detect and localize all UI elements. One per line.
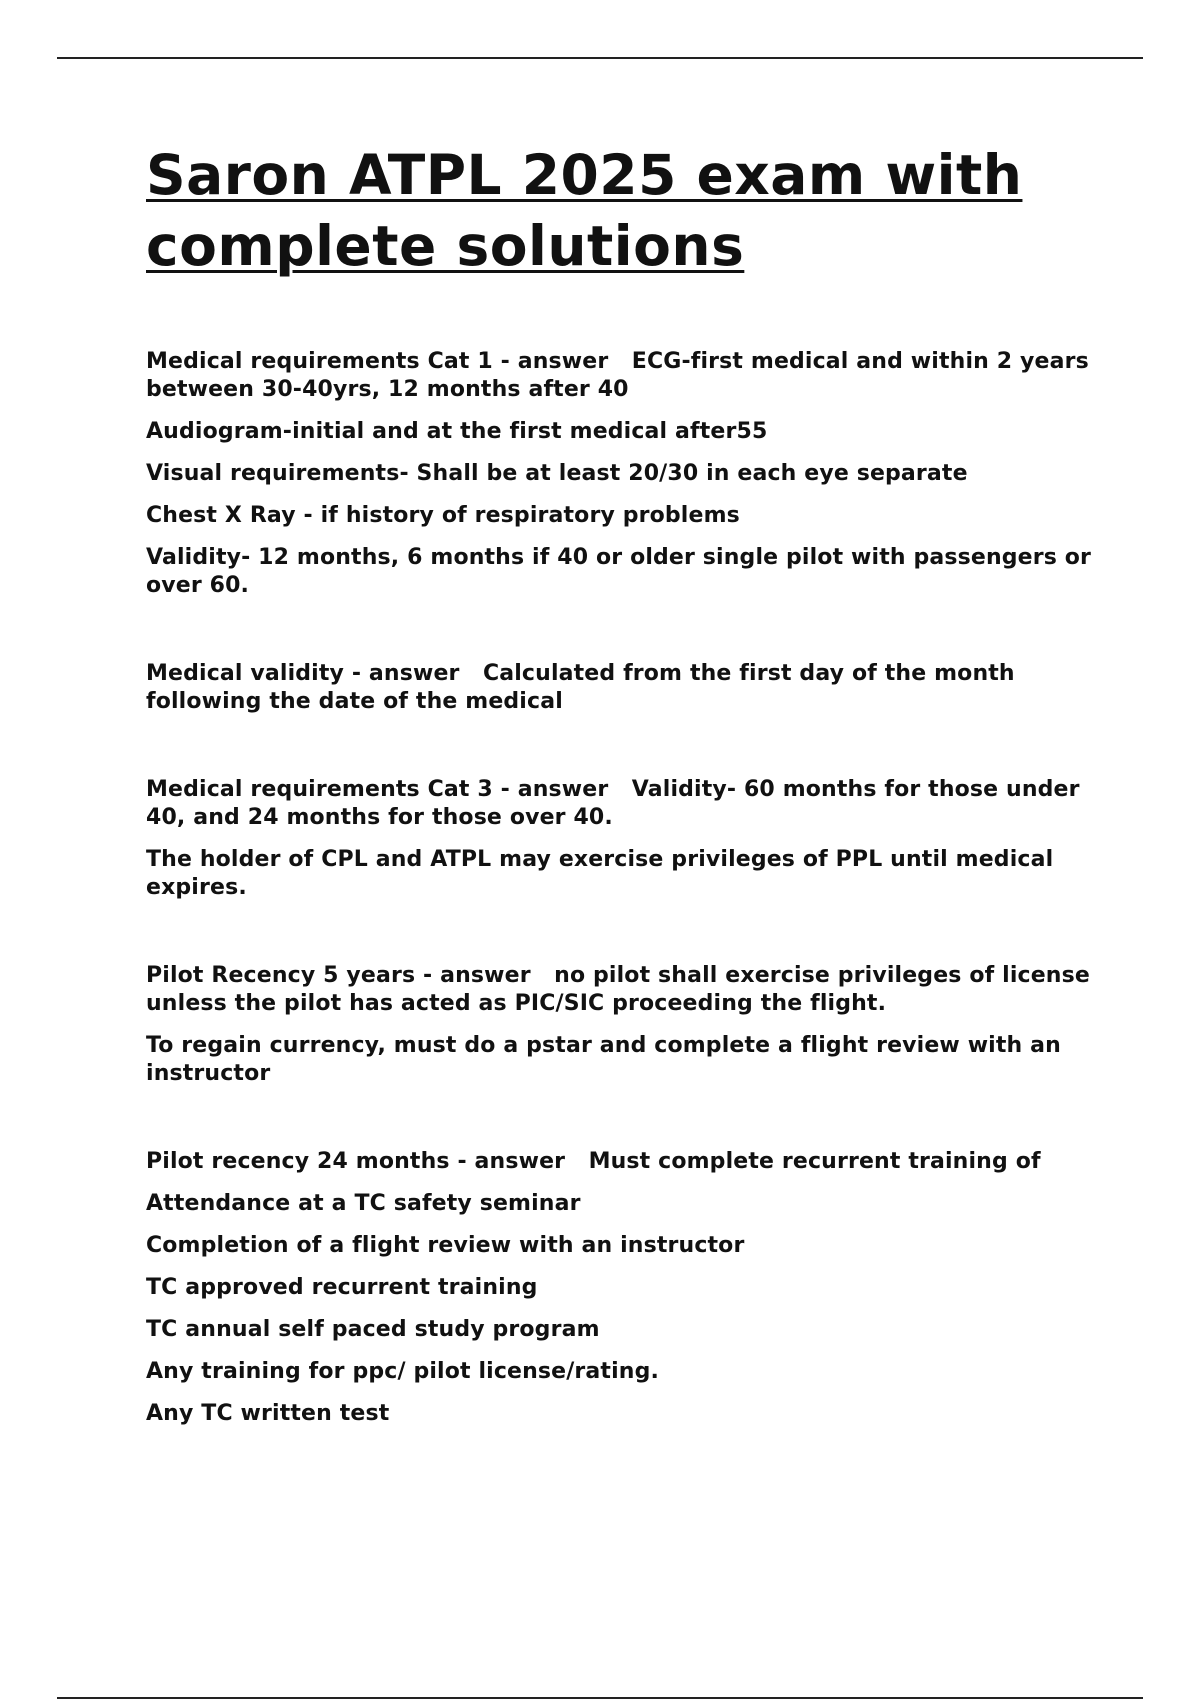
answer-text: Must complete recurrent training of xyxy=(588,1149,1041,1174)
qa-entry xyxy=(146,776,1096,902)
document-title: Saron ATPL 2025 exam with complete solutions xyxy=(146,143,1023,278)
document-body xyxy=(146,140,1096,1428)
answer-text: no pilot shall exercise privileges of license unless the pilot has acted as PIC/SIC proceeding the flight. xyxy=(146,963,1090,1016)
qa-first-line xyxy=(146,660,1096,716)
qa-first-line xyxy=(146,1148,1096,1176)
answer-marker: - answer xyxy=(415,963,555,988)
answer-line: Completion of a flight review with an instructor xyxy=(146,1233,745,1258)
answer-line: Any training for ppc/ pilot license/rating. xyxy=(146,1359,659,1384)
answer-line: Chest X Ray - if history of respiratory problems xyxy=(146,503,740,528)
qa-entry xyxy=(146,962,1096,1088)
qa-first-line xyxy=(146,348,1096,404)
answer-line: To regain currency, must do a pstar and complete a flight review with an instructor xyxy=(146,1033,1061,1086)
answer-marker: - answer xyxy=(492,777,632,802)
header-rule xyxy=(57,57,1143,59)
answer-line: Validity- 12 months, 6 months if 40 or older single pilot with passengers or over 60. xyxy=(146,545,1092,598)
answer-text: Validity- 60 months for those under 40, and 24 months for those over 40. xyxy=(146,777,1080,830)
answer-line: TC approved recurrent training xyxy=(146,1275,538,1300)
qa-entry xyxy=(146,1148,1096,1428)
question-text: Medical requirements Cat 1 xyxy=(146,349,493,374)
answer-line: The holder of CPL and ATPL may exercise privileges of PPL until medical expires. xyxy=(146,847,1054,900)
question-text: Pilot Recency 5 years xyxy=(146,963,416,988)
question-text: Pilot recency 24 months xyxy=(146,1149,450,1174)
answer-marker: - answer xyxy=(492,349,632,374)
answer-marker: - answer xyxy=(449,1149,589,1174)
answer-text: ECG-first medical and within 2 years between 30-40yrs, 12 months after 40 xyxy=(146,349,1089,402)
answer-marker: - answer xyxy=(344,661,483,686)
qa-list xyxy=(146,348,1096,1428)
answer-text: Calculated from the first day of the month following the date of the medical xyxy=(146,661,1015,714)
qa-first-line xyxy=(146,962,1096,1018)
answer-line: Any TC written test xyxy=(146,1401,390,1426)
answer-line: Visual requirements- Shall be at least 20/30 in each eye separate xyxy=(146,461,968,486)
answer-line: Audiogram-initial and at the first medical after55 xyxy=(146,419,768,444)
question-text: Medical requirements Cat 3 xyxy=(146,777,493,802)
qa-entry xyxy=(146,348,1096,600)
qa-entry xyxy=(146,660,1096,716)
question-text: Medical validity xyxy=(146,661,345,686)
answer-line: Attendance at a TC safety seminar xyxy=(146,1191,581,1216)
qa-first-line xyxy=(146,776,1096,832)
answer-line: TC annual self paced study program xyxy=(146,1317,600,1342)
footer-rule xyxy=(57,1697,1143,1699)
